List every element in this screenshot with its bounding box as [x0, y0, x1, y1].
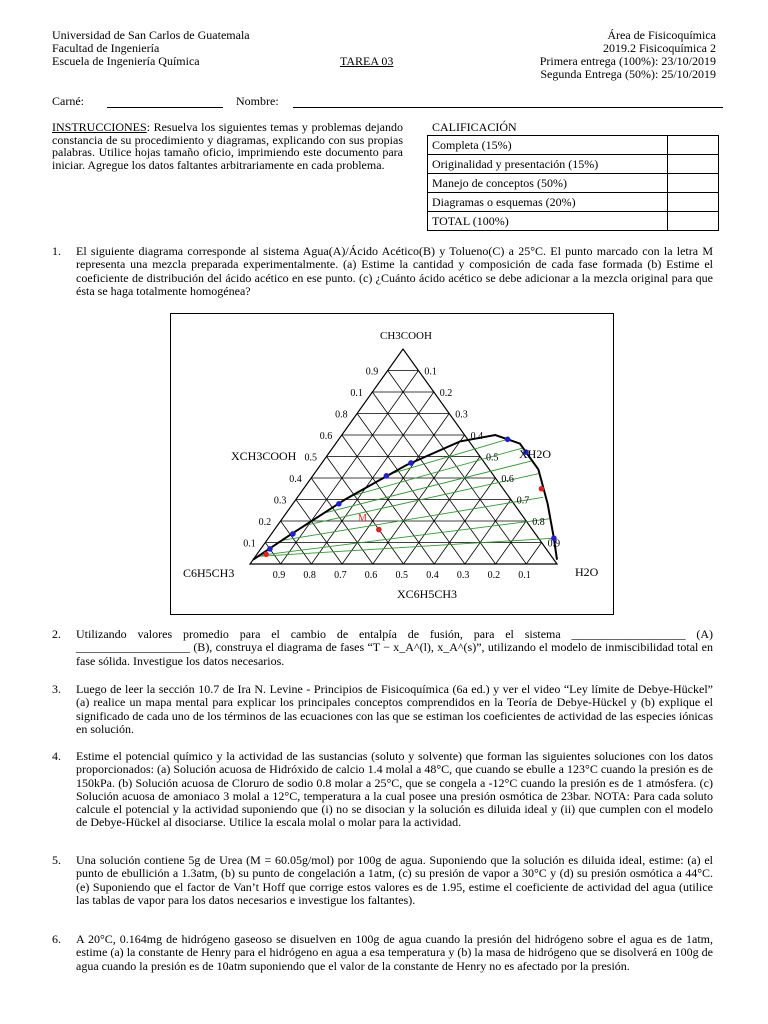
carne-label: Carné:	[52, 94, 84, 108]
marked-point	[263, 552, 269, 558]
question-number: 1.	[52, 244, 61, 258]
grading-row	[428, 174, 719, 193]
right-tick-label: 0.1	[424, 366, 437, 378]
left-tick-label: 0.6	[319, 431, 333, 442]
bottom-tick-label: 0.5	[395, 570, 408, 581]
grading-row	[428, 155, 719, 174]
first-delivery: Primera entrega (100%): 23/10/2019	[539, 54, 716, 68]
right-tick-label: 0.4	[470, 431, 484, 442]
carne-field[interactable]	[107, 107, 223, 108]
equilibrium-point	[408, 460, 414, 466]
ternary-diagram-frame	[170, 313, 614, 615]
equilibrium-point	[290, 531, 296, 537]
bottom-tick-label: 0.8	[303, 570, 316, 581]
left-tick-label: 0.8	[335, 409, 348, 421]
grading-row	[428, 136, 719, 155]
grading-score-cell[interactable]	[668, 212, 719, 231]
grading-score-cell[interactable]	[668, 136, 719, 155]
grading-criterion: Completa (15%)	[428, 136, 668, 155]
question-4-text: Estime el potencial químico y la actividad de las sustancias (soluto y solvente) que forman las siguientes soluciones con los datos proporcionados: (a) Solución acuosa de Hidróxido de calcio 1.4 molal a 48°C, que cuando se ebulle a 123°C cuando la presión es de 150kPa. (b) Solución acuosa de Cloruro de sodio 0.8 molar a 25°C, que se congela a -12°C cuando la presión es de 1 atmósfera. (c) Solución acuosa de amoniaco 3 molal a 12°C, temperatura a la cual posee una presión osmótica de 23bar. NOTA: Para cada soluto calcule el potencial y la actividad suponiendo que (i) no se disocian y la solución es diluida ideal y (ii) que cumplen con el modelo de Debye-Hückel al disociarse. Utilice la escala molal o molar para la actividad.	[76, 749, 713, 830]
faculty-name: Facultad de Ingeniería	[52, 41, 160, 55]
left-tick-label: 0.1	[243, 538, 256, 550]
question-2-text: Utilizando valores promedio para el cambio de entalpía de fusión, para el sistema ___________________ (A) ___________________ (B), construya el diagrama de fases “T − x_A^(l), x_A^(s)”, utilizando el modelo de inmiscibilidad total en fase sólida. Investigue los datos necesarios.	[76, 627, 713, 668]
header-left	[52, 29, 250, 68]
grading-criterion: Diagramas o esquemas (20%)	[428, 193, 668, 212]
right-tick-label: 0.9	[547, 538, 561, 550]
question-3-text: Luego de leer la sección 10.7 de Ira N. Levine - Principios de Fisicoquímica (6a ed.) y ver el video “Ley límite de Debye-Hückel” (a) realice un mapa mental para explicar los principales conceptos comprendidos en la Teoría de Debye-Hückel y (b) explique el significado de cada uno de los términos de las ecuaciones con las que se estiman los coeficientes de actividad de las especies iónicas en solución.	[76, 682, 713, 736]
grading-row	[428, 193, 719, 212]
axis-ticks	[243, 367, 560, 582]
school-name: Escuela de Ingeniería Química	[52, 54, 200, 68]
mixture-label: M	[358, 513, 367, 524]
equilibrium-point	[267, 546, 273, 552]
nombre-field[interactable]	[293, 107, 723, 108]
left-tick-label: 0.1	[350, 388, 363, 399]
bottom-axis-label: XC6H5CH3	[397, 587, 458, 601]
bottom-tick-label: 0.7	[334, 570, 347, 581]
instructions-title: INSTRUCCIONES	[52, 120, 147, 134]
grid-line	[342, 414, 449, 565]
marked-point	[376, 527, 382, 533]
left-tick-label: 0.5	[304, 452, 317, 464]
grading-criterion: Manejo de conceptos (50%)	[428, 174, 668, 193]
bottom-tick-label: 0.3	[456, 570, 470, 581]
right-corner-label: H2O	[575, 565, 599, 579]
equilibrium-point	[384, 473, 390, 479]
grading-score-cell[interactable]	[668, 155, 719, 174]
bottom-tick-label: 0.9	[272, 570, 286, 581]
grading-criterion: TOTAL (100%)	[428, 212, 668, 231]
apex-label: CH3COOH	[380, 330, 432, 342]
bottom-tick-label: 0.2	[487, 570, 501, 581]
equilibrium-point	[336, 501, 342, 507]
question-number: 3.	[52, 682, 61, 696]
question-number: 4.	[52, 749, 61, 763]
instructions-text: : Resuelva los siguientes temas y problemas dejando constancia de su procedimiento y diagramas, explicando con sus propias palabras. Utilice hojas tamaño oficio, imprimiendo este documento para iniciar. Agregue los datos faltantes arbitrariamente en cada problema.	[52, 120, 403, 172]
equilibrium-point	[505, 437, 511, 443]
left-tick-label: 0.4	[289, 474, 302, 485]
left-tick-label: 0.9	[365, 366, 379, 378]
right-tick-label: 0.5	[486, 452, 499, 464]
course-name: 2019.2 Fisicoquímica 2	[603, 41, 716, 55]
left-tick-label: 0.3	[273, 495, 287, 507]
question-6-text: A 20°C, 0.164mg de hidrógeno gaseoso se disuelven en 100g de agua cuando la presión del hidrógeno sobre el agua es de 1atm, estime (a) la constante de Henry para el hidrógeno en agua a esa temperatura y (b) la masa de hidrógeno que se disolverá en 100g de agua cuando la presión es de 10atm suponiendo que el valor de la constante de Henry no es afectado por la presión.	[76, 932, 713, 973]
bottom-tick-label: 0.6	[364, 570, 378, 581]
grid-line	[281, 371, 419, 565]
right-tick-label: 0.2	[439, 388, 453, 399]
question-number: 6.	[52, 932, 61, 946]
bottom-tick-label: 0.4	[426, 570, 439, 581]
grading-title: CALIFICACIÓN	[432, 120, 517, 134]
task-title: TAREA 03	[340, 54, 394, 68]
nombre-label: Nombre:	[236, 94, 279, 108]
grid-line	[526, 543, 541, 565]
left-axis-label: XCH3COOH	[231, 449, 297, 463]
right-tick-label: 0.8	[532, 517, 545, 528]
university-name: Universidad de San Carlos de Guatemala	[52, 28, 250, 42]
ternary-diagram	[171, 314, 613, 614]
right-axis-label: XH2O	[519, 447, 551, 461]
question-number: 5.	[52, 853, 61, 867]
right-tick-label: 0.6	[501, 474, 514, 485]
left-corner-label: C6H5CH3	[183, 566, 235, 580]
grid-line	[404, 457, 481, 565]
left-tick-label: 0.2	[258, 517, 272, 528]
header-right	[540, 29, 716, 81]
marked-point	[539, 486, 545, 492]
bottom-tick-label: 0.1	[518, 570, 531, 581]
area-name: Área de Fisicoquímica	[607, 28, 716, 42]
question-number: 2.	[52, 627, 61, 641]
question-1-text: El siguiente diagrama corresponde al sistema Agua(A)/Ácido Acético(B) y Tolueno(C) a 25°C. El punto marcado con la letra M representa una mezcla preparada experimentalmente. (a) Estime la cantidad y composición de cada fase formada (b) Estime el coeficiente de distribución del ácido acético en ese punto. (c) ¿Cuánto ácido acético se debe adicionar a la mezcla original para que ésta se haga totalmente homogénea?	[76, 244, 713, 298]
tie-line	[257, 538, 554, 556]
right-tick-label: 0.3	[455, 409, 468, 421]
grading-score-cell[interactable]	[668, 193, 719, 212]
grading-table	[427, 135, 719, 231]
grading-row	[428, 212, 719, 231]
grading-criterion: Originalidad y presentación (15%)	[428, 155, 668, 174]
right-tick-label: 0.7	[516, 495, 530, 507]
grading-score-cell[interactable]	[668, 174, 719, 193]
instructions	[52, 121, 403, 171]
second-delivery: Segunda Entrega (50%): 25/10/2019	[540, 67, 716, 81]
question-5-text: Una solución contiene 5g de Urea (M = 60.05g/mol) por 100g de agua. Suponiendo que la solución es diluida ideal, estime: (a) el punto de ebullición a 1.3atm, (b) su punto de congelación a 1atm, (c) su presión de vapor a 30°C y (d) su presión osmótica a 44°C. (e) Suponiendo que el factor de Van’t Hoff que corrige estos valores es de 1.95, estime el coeficiente de actividad del agua (utilice las tablas de vapor para los datos necesarios e investigue los faltantes).	[76, 853, 713, 907]
